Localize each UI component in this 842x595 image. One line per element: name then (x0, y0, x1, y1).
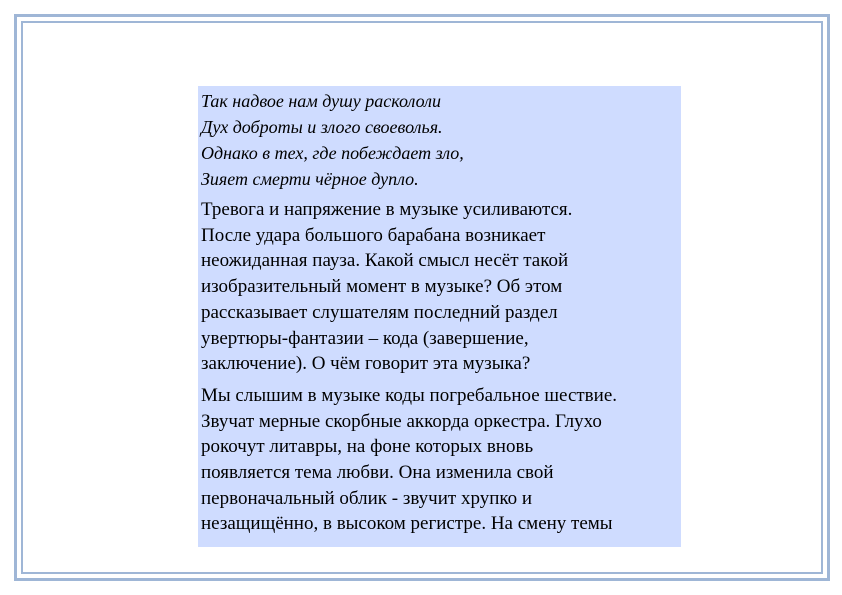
poem-stanza (201, 88, 678, 192)
paragraph-line: Мы слышим в музыке коды погребальное шествие. (201, 384, 618, 406)
paragraph-line: Тревога и напряжение в музыке усиливаются. (201, 199, 573, 220)
paragraph-line: первоначальный облик - звучит хрупко и (201, 487, 533, 509)
paragraph-line: рокочут литавры, на фоне которых вновь (201, 436, 534, 458)
paragraph-line: неожиданная пауза. Какой смысл несёт такой (201, 250, 569, 272)
paragraph-2 (201, 383, 678, 537)
poem-line: Однако в тех, где побеждает зло, (201, 143, 464, 163)
poem-line: Зияет смерти чёрное дупло. (201, 169, 419, 189)
poem-line: Дух доброты и злого своеволья. (201, 117, 443, 137)
paragraph-line: заключение). О чём говорит эта музыка? (201, 353, 531, 375)
paragraph-line: Звучат мерные скорбные аккорда оркестра. Глухо (201, 410, 602, 432)
paragraph-line: незащищённо, в высоком регистре. На смену темы (201, 513, 613, 535)
poem-line: Так надвое нам душу раскололи (201, 91, 441, 111)
paragraph-line: появляется тема любви. Она изменила свой (201, 462, 554, 484)
paragraph-line: После удара большого барабана возникает (201, 224, 546, 246)
text-box (198, 86, 681, 547)
paragraph-1 (201, 197, 678, 377)
paragraph-line: рассказывает слушателям последний раздел (201, 301, 558, 323)
paragraph-line: увертюры-фантазии – кода (завершение, (201, 327, 529, 349)
paragraph-line: изобразительный момент в музыке? Об этом (201, 276, 563, 298)
